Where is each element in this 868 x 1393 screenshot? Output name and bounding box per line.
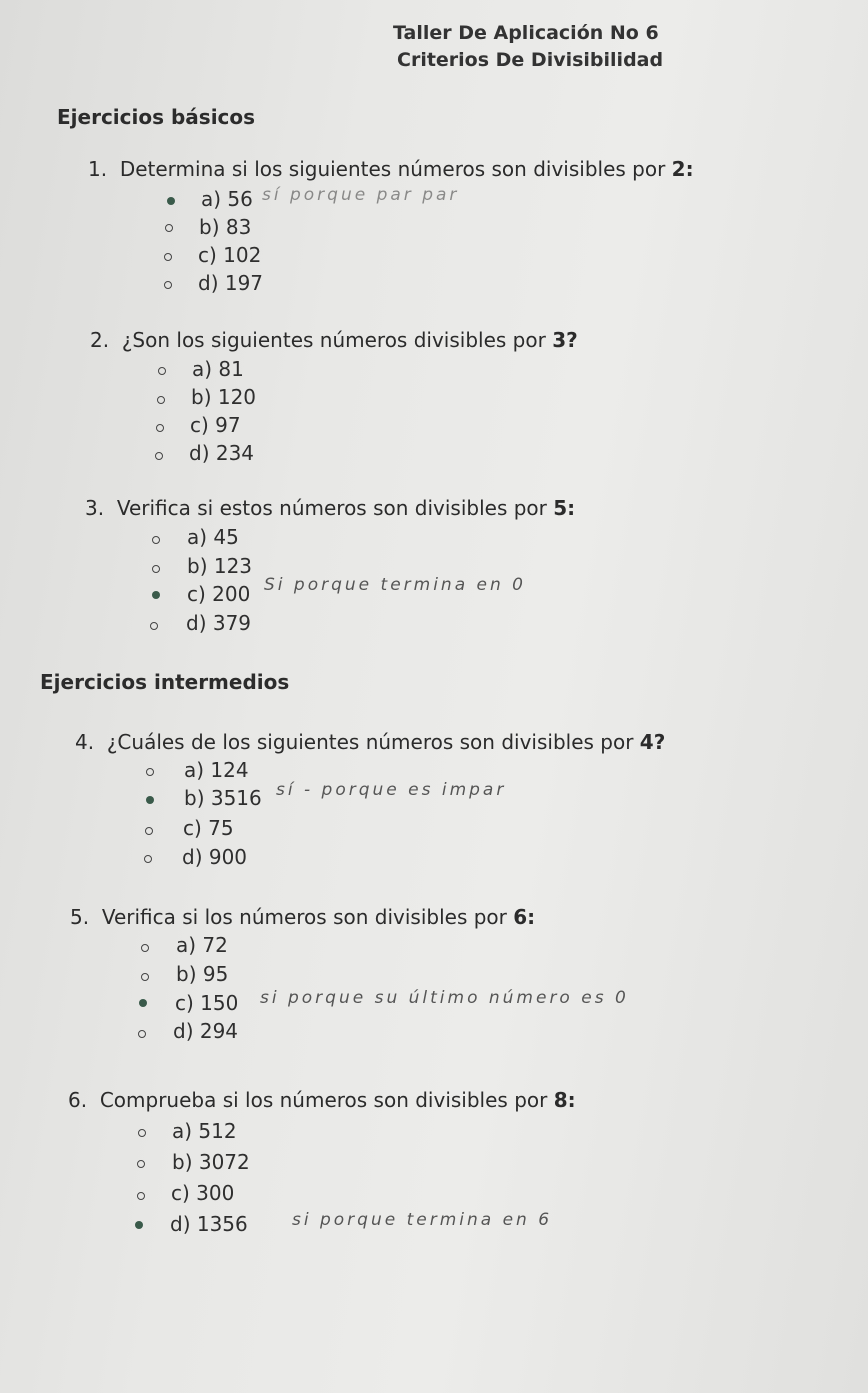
- option-bullet-filled[interactable]: [146, 796, 154, 804]
- question-number: 3.: [85, 496, 105, 520]
- option-6c: c) 300: [171, 1181, 235, 1205]
- question-5: [70, 905, 535, 929]
- question-divisor: 8:: [553, 1088, 576, 1112]
- option-bullet[interactable]: [141, 973, 149, 981]
- question-number: 5.: [70, 905, 90, 929]
- option-5a: a) 72: [176, 933, 228, 957]
- option-bullet[interactable]: [164, 253, 172, 261]
- option-bullet[interactable]: [144, 855, 152, 863]
- option-3b: b) 123: [187, 554, 253, 578]
- question-number: 4.: [75, 730, 95, 754]
- option-4b: b) 3516: [184, 786, 262, 810]
- option-bullet[interactable]: [158, 367, 166, 375]
- option-5d: d) 294: [173, 1019, 239, 1043]
- option-3c: c) 200: [187, 582, 251, 606]
- question-text: Verifica si los números son divisibles por: [101, 905, 514, 929]
- handwritten-note: Si porque termina en 0: [264, 575, 526, 595]
- handwritten-note: si porque termina en 6: [292, 1210, 553, 1230]
- question-divisor: 2:: [671, 157, 694, 181]
- question-text: Verifica si estos números son divisibles por: [116, 496, 554, 520]
- question-number: 1.: [88, 157, 108, 181]
- option-6b: b) 3072: [172, 1150, 250, 1174]
- option-bullet[interactable]: [150, 622, 158, 630]
- question-divisor: 3?: [552, 328, 578, 352]
- question-text: Determina si los siguientes números son divisibles por: [119, 157, 672, 181]
- option-bullet[interactable]: [152, 536, 160, 544]
- handwritten-note: si porque su último número es 0: [260, 988, 629, 1008]
- question-4: [75, 730, 665, 754]
- question-divisor: 4?: [639, 730, 666, 754]
- question-divisor: 5:: [553, 496, 576, 520]
- option-bullet[interactable]: [145, 827, 153, 835]
- option-bullet[interactable]: [137, 1160, 145, 1168]
- question-text: ¿Son los siguientes números divisibles por: [121, 328, 553, 352]
- page-title: Taller De Aplicación No 6: [393, 22, 659, 44]
- option-1a: a) 56: [201, 187, 253, 211]
- option-3d: d) 379: [186, 611, 252, 635]
- option-bullet[interactable]: [152, 565, 160, 573]
- handwritten-note: sí porque par par: [262, 185, 460, 205]
- question-6: [68, 1088, 576, 1112]
- option-bullet[interactable]: [146, 768, 154, 776]
- option-2a: a) 81: [192, 357, 244, 381]
- option-bullet[interactable]: [137, 1192, 145, 1200]
- question-2: [90, 328, 578, 352]
- option-bullet[interactable]: [165, 224, 173, 232]
- option-bullet[interactable]: [164, 281, 172, 289]
- option-bullet-filled[interactable]: [139, 999, 147, 1007]
- option-bullet[interactable]: [138, 1030, 146, 1038]
- option-4a: a) 124: [184, 758, 249, 782]
- option-2c: c) 97: [190, 413, 241, 437]
- option-2d: d) 234: [189, 441, 255, 465]
- option-1c: c) 102: [198, 243, 262, 267]
- option-bullet-filled[interactable]: [152, 591, 160, 599]
- question-1: [88, 157, 694, 181]
- option-5b: b) 95: [176, 962, 229, 986]
- question-text: ¿Cuáles de los siguientes números son divisibles por: [106, 730, 640, 754]
- section-heading-intermediate: Ejercicios intermedios: [40, 670, 290, 694]
- question-3: [85, 496, 575, 520]
- question-divisor: 6:: [513, 905, 536, 929]
- question-number: 6.: [68, 1088, 88, 1112]
- section-heading-basic: Ejercicios básicos: [57, 105, 256, 129]
- option-1b: b) 83: [199, 215, 252, 239]
- option-bullet-filled[interactable]: [167, 197, 175, 205]
- option-6d: d) 1356: [170, 1212, 248, 1236]
- question-number: 2.: [90, 328, 110, 352]
- option-bullet[interactable]: [155, 452, 163, 460]
- option-bullet[interactable]: [156, 424, 164, 432]
- option-6a: a) 512: [172, 1119, 237, 1143]
- handwritten-note: sí - porque es impar: [276, 780, 507, 800]
- option-4c: c) 75: [183, 816, 234, 840]
- option-bullet[interactable]: [138, 1129, 146, 1137]
- option-4d: d) 900: [182, 845, 248, 869]
- option-bullet[interactable]: [141, 944, 149, 952]
- option-3a: a) 45: [187, 525, 239, 549]
- question-text: Comprueba si los números son divisibles por: [99, 1088, 554, 1112]
- option-bullet-filled[interactable]: [135, 1221, 143, 1229]
- option-1d: d) 197: [198, 271, 264, 295]
- option-2b: b) 120: [191, 385, 257, 409]
- option-bullet[interactable]: [157, 396, 165, 404]
- page-subtitle: Criterios De Divisibilidad: [397, 49, 664, 71]
- option-5c: c) 150: [175, 991, 239, 1015]
